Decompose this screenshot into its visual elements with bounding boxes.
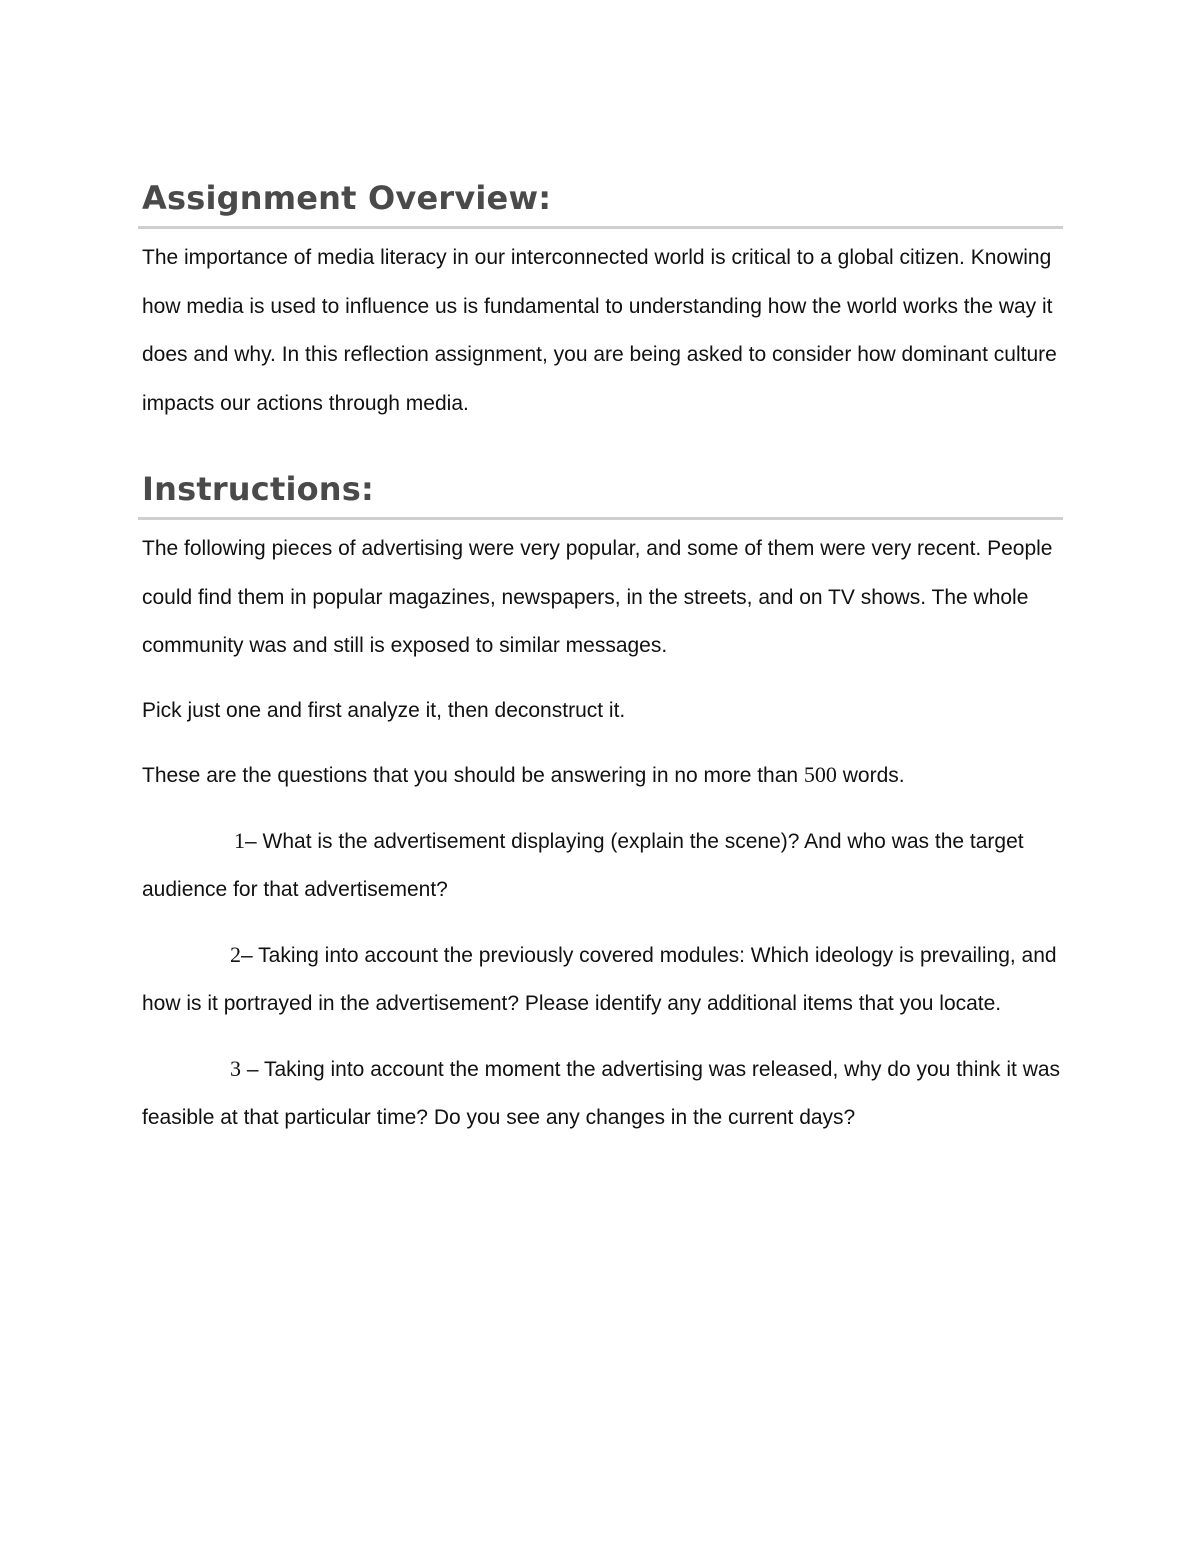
- question-2: [142, 931, 1063, 1029]
- overview-paragraph: The importance of media literacy in our interconnected world is critical to a global citizen. Knowing how media is used to influence us is fundamental to understanding how the world works the way it does and why. In this reflection assignment, you are being asked to consider how dominant culture impacts our actions through media.: [142, 246, 1057, 415]
- word-limit: 500: [803, 762, 837, 787]
- question-3: [142, 1045, 1063, 1143]
- instructions-heading: Instructions:: [142, 470, 375, 508]
- instructions-intro-paragraph: The following pieces of advertising were very popular, and some of them were very recent. People could find them in popular magazines, newspapers, in the streets, and on TV shows. The whole community was and still is exposed to similar messages.: [142, 537, 1053, 657]
- question-number: 1: [234, 827, 245, 853]
- question-text: – Taking into account the moment the advertising was released, why do you think it was feasible at that particular time? Do you see any changes in the current days?: [142, 1057, 1061, 1129]
- question-number: 2: [230, 941, 241, 967]
- instructions-section: [138, 471, 1063, 1143]
- question-number: 3: [230, 1055, 241, 1081]
- questions-intro-paragraph: [142, 751, 1063, 801]
- question-text: – What is the advertisement displaying (explain the scene)? And who was the target audience for that advertisement?: [142, 829, 1024, 901]
- overview-section: [138, 180, 1063, 428]
- instructions-body: [138, 525, 1063, 1143]
- question-text: – Taking into account the previously covered modules: Which ideology is prevailing, and how is it portrayed in the advertisement? Please identify any additional items that you locate.: [142, 943, 1057, 1015]
- overview-heading: Assignment Overview:: [142, 179, 552, 217]
- overview-body: [138, 234, 1063, 428]
- overview-divider: [138, 226, 1063, 229]
- pick-paragraph: Pick just one and first analyze it, then deconstruct it.: [142, 698, 626, 722]
- question-1: [142, 817, 1063, 915]
- questions-intro-text: These are the questions that you should be answering in no more than: [142, 764, 804, 787]
- questions-intro-end: words.: [836, 764, 905, 787]
- instructions-divider: [138, 517, 1063, 520]
